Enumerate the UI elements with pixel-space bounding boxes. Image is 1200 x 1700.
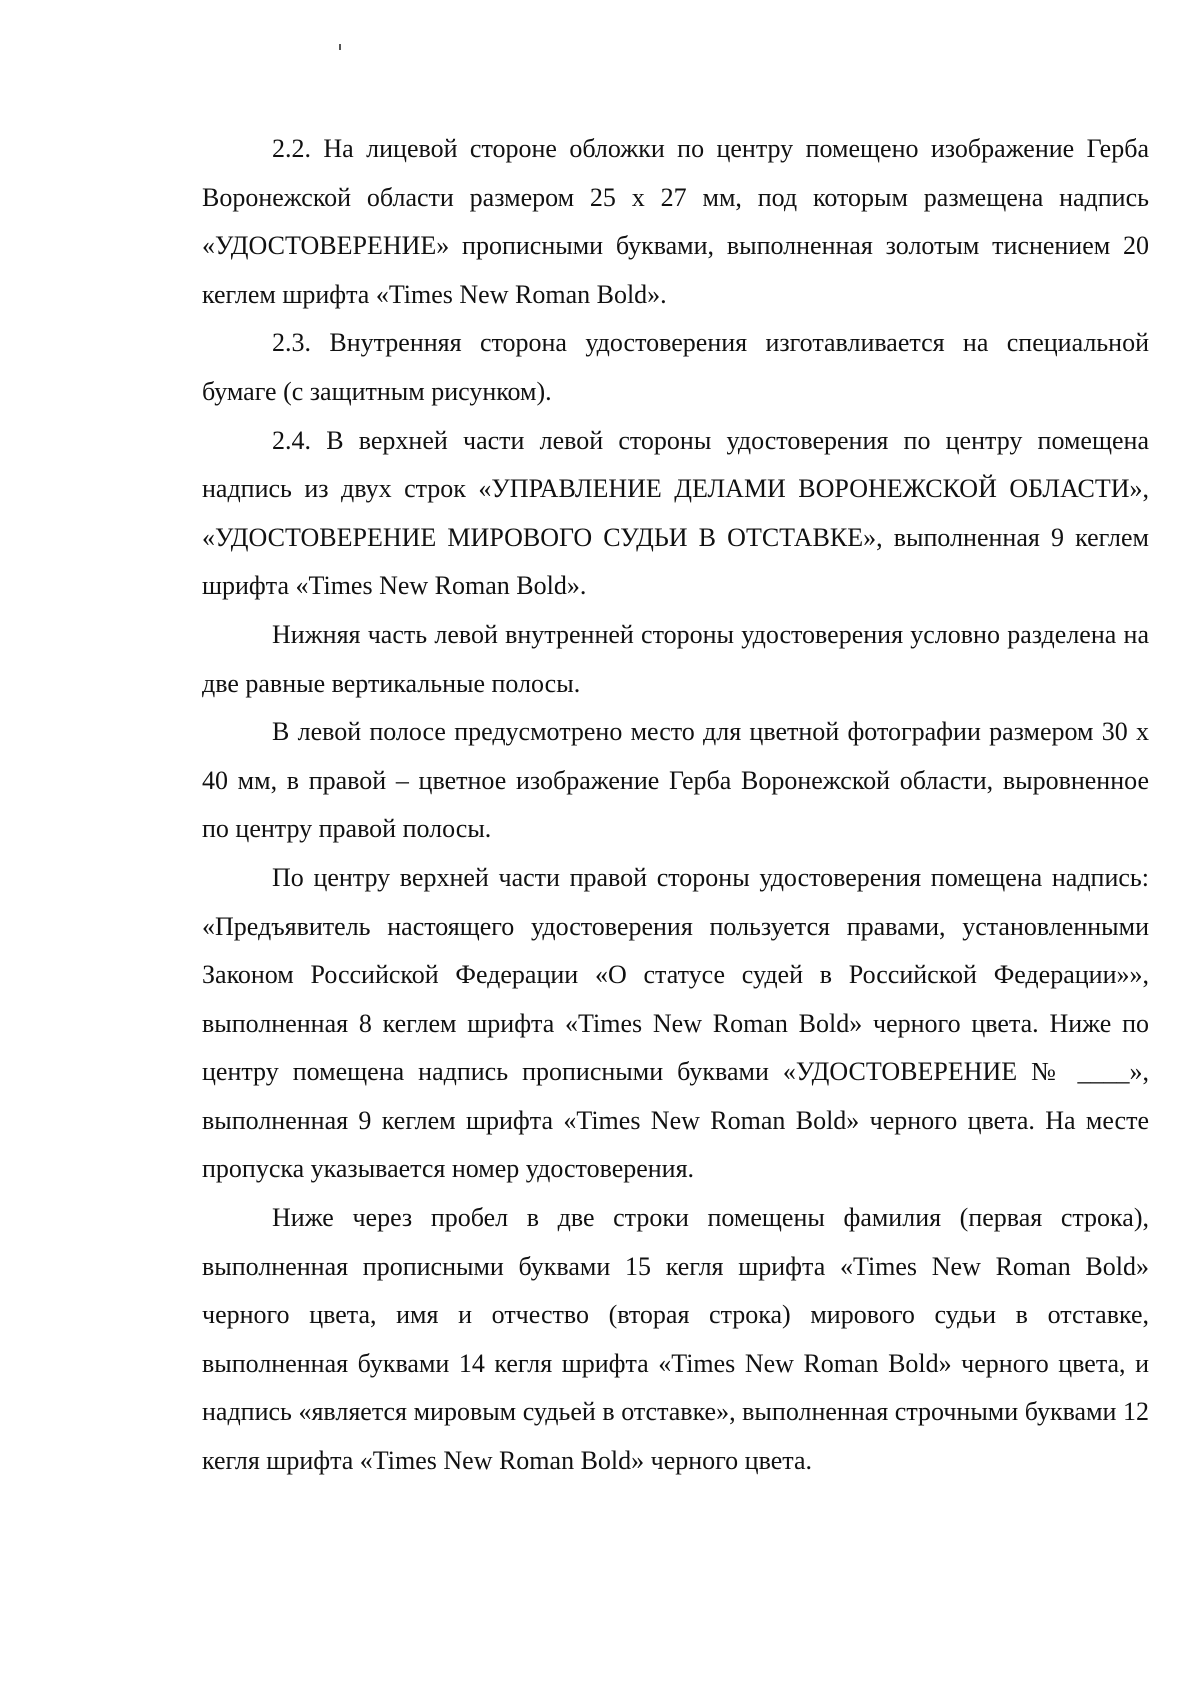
paragraph-lower-left-part: Нижняя часть левой внутренней стороны удостоверения условно разделена на две равные вертикальные полосы. [202, 619, 1149, 698]
paragraph-left-strip: В левой полосе предусмотрено место для цветной фотографии размером 30 х 40 мм, в правой – цветное изображение Герба Воронежской области, выровненное по центру правой полосы. [202, 717, 1149, 844]
paragraph-2-4: 2.4. В верхней части левой стороны удостоверения по центру помещена надпись из двух строк «УПРАВЛЕНИЕ ДЕЛАМИ ВОРОНЕЖСКОЙ ОБЛАСТИ», «УДОСТОВЕРЕНИЕ МИРОВОГО СУДЬИ В ОТСТАВКЕ», выполненная 9 кеглем шрифта «Times New Roman Bold». [202, 425, 1149, 601]
paragraph-2-2: 2.2. На лицевой стороне обложки по центру помещено изображение Герба Воронежской области размером 25 х 27 мм, под которым размещена надпись «УДОСТОВЕРЕНИЕ» прописными буквами, выполненная золотым тиснением 20 кеглем шрифта «Times New Roman Bold». [202, 134, 1149, 309]
document-body [202, 125, 1149, 1486]
scan-speck [339, 44, 341, 50]
paragraph-2-3: 2.3. Внутренняя сторона удостоверения изготавливается на специальной бумаге (с защитным рисунком). [202, 328, 1149, 406]
paragraph-name-lines: Ниже через пробел в две строки помещены фамилия (первая строка), выполненная прописными буквами 15 кегля шрифта «Times New Roman Bold» черного цвета, имя и отчество (вторая строка) мирового судьи в отставке, выполненная буквами 14 кегля шрифта «Times New Roman Bold» черного цвета, и надпись «является мировым судьей в отставке», выполненная строчными буквами 12 кегля шрифта «Times New Roman Bold» черного цвета. [202, 1203, 1149, 1476]
paragraph-right-side-top: По центру верхней части правой стороны удостоверения помещена надпись: «Предъявитель настоящего удостоверения пользуется правами, установленными Законом Российской Федерации «О статусе судей в Российской Федерации»», выполненная 8 кеглем шрифта «Times New Roman Bold» черного цвета. Ниже по центру помещена надпись прописными буквами «УДОСТОВЕРЕНИЕ № ____», выполненная 9 кеглем шрифта «Times New Roman Bold» черного цвета. На месте пропуска указывается номер удостоверения. [202, 862, 1149, 1184]
